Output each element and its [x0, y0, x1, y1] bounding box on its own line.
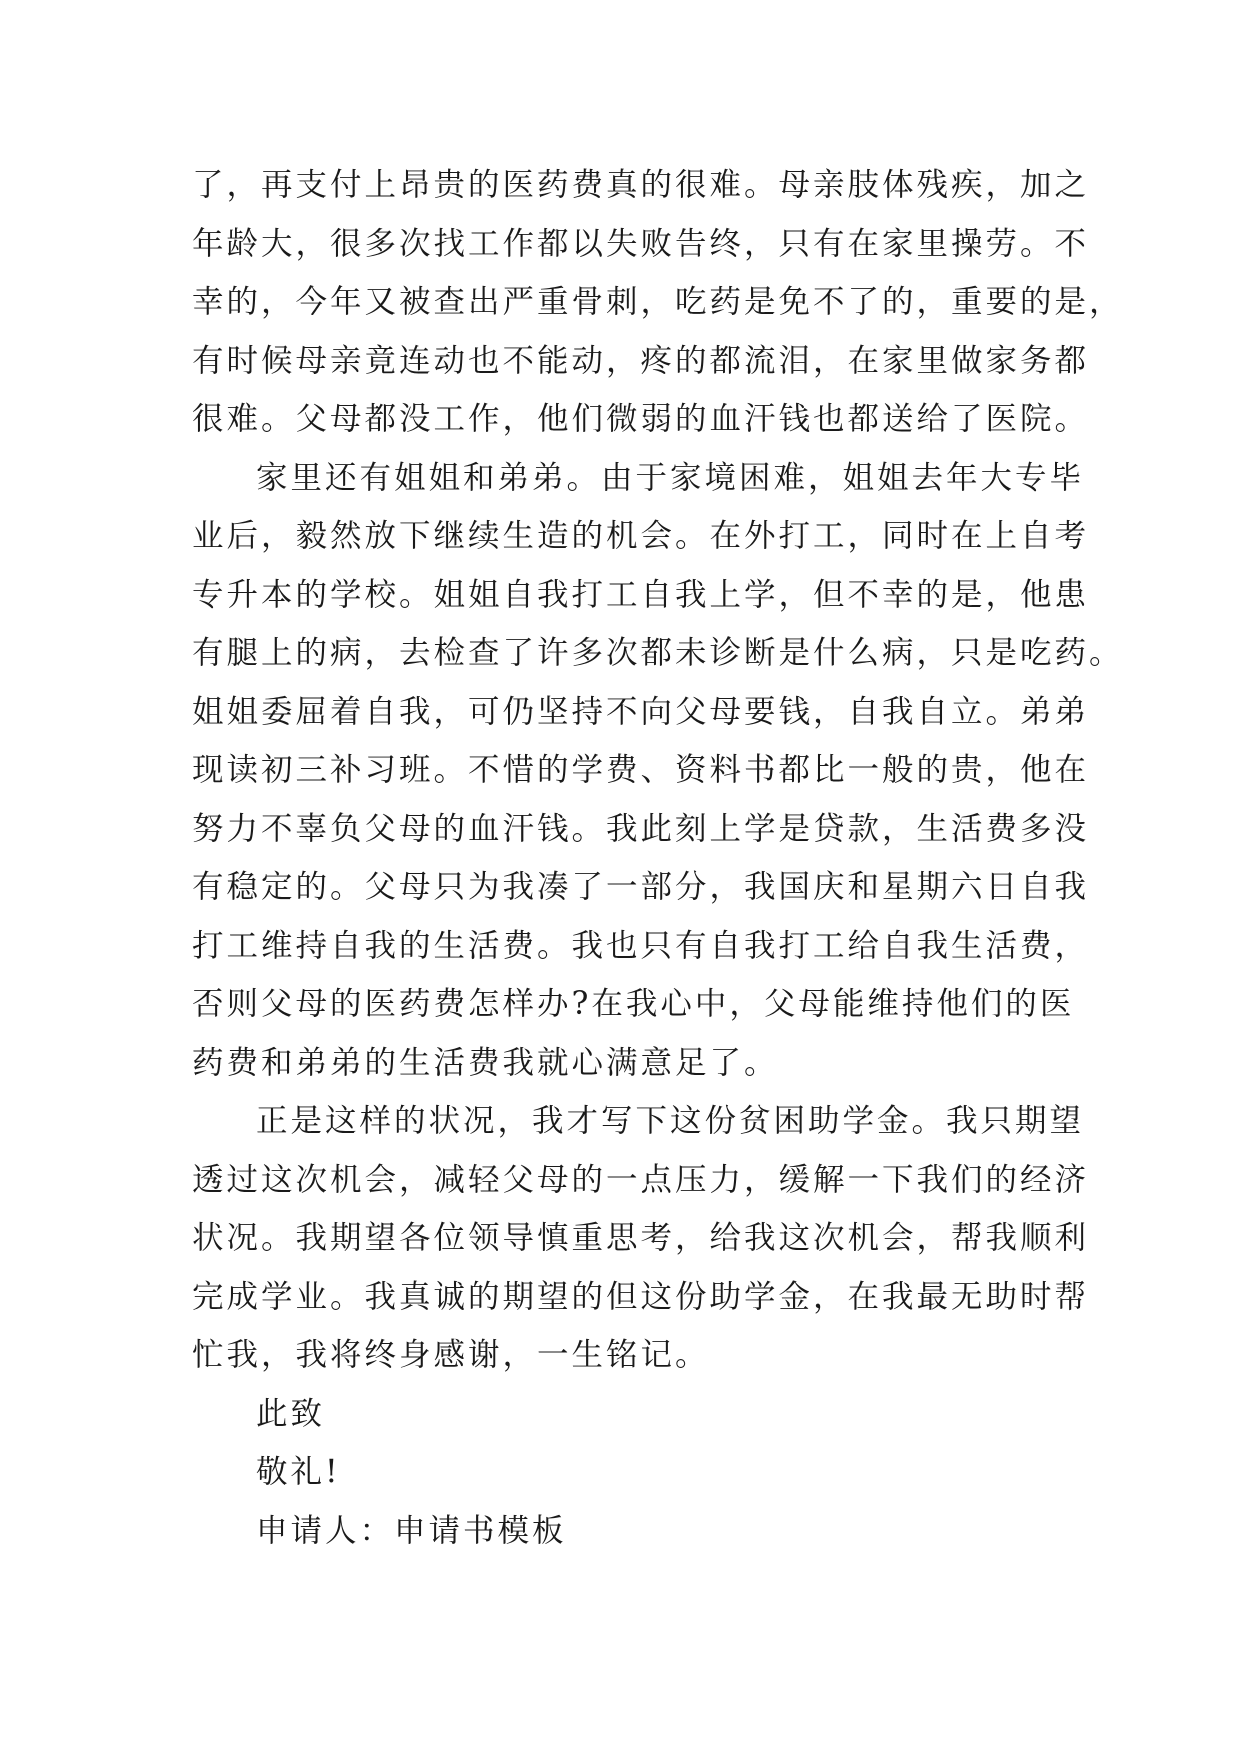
text-line: 否则父母的医药费怎样办?在我心中，父母能维持他们的医 [192, 986, 1075, 1022]
text-line: 有腿上的病，去检查了许多次都未诊断是什么病，只是吃药。 [192, 635, 1124, 671]
text-line: 正是这样的状况，我才写下这份贫困助学金。我只期望 [256, 1103, 1085, 1139]
text-line: 业后，毅然放下继续生造的机会。在外打工，同时在上自考 [192, 518, 1090, 554]
text-line: 现读初三补习班。不惜的学费、资料书都比一般的贵，他在 [192, 752, 1090, 788]
text-line: 努力不辜负父母的血汗钱。我此刻上学是贷款，生活费多没 [192, 810, 1090, 847]
text-line: 状况。我期望各位领导慎重思考，给我这次机会，帮我顺利 [192, 1220, 1090, 1256]
text-line: 有时候母亲竟连动也不能动，疼的都流泪，在家里做家务都 [192, 342, 1090, 379]
signature-line: 申请人：申请书模板 [256, 1512, 567, 1549]
text-line: 药费和弟弟的生活费我就心满意足了。 [192, 1044, 779, 1081]
text-line: 家里还有姐姐和弟弟。由于家境困难，姐姐去年大专毕 [256, 459, 1085, 496]
text-line: 很难。父母都没工作，他们微弱的血汗钱也都送给了医院。 [192, 401, 1090, 437]
text-line: 姐姐委屈着自我，可仍坚持不向父母要钱，自我自立。弟弟 [192, 693, 1090, 730]
text-line: 完成学业。我真诚的期望的但这份助学金，在我最无助时帮 [192, 1278, 1090, 1315]
letter-body [192, 156, 1124, 1560]
text-line: 幸的，今年又被查出严重骨刺，吃药是免不了的，重要的是， [192, 284, 1124, 320]
salutation-line: 敬礼! [256, 1454, 341, 1490]
text-line: 专升本的学校。姐姐自我打工自我上学，但不幸的是，他患 [192, 576, 1090, 613]
paragraph-request [192, 1092, 1090, 1385]
closing-line: 此致 [256, 1395, 326, 1432]
text-line: 有稳定的。父母只为我凑了一部分，我国庆和星期六日自我 [192, 869, 1090, 905]
text-line: 忙我，我将终身感谢，一生铭记。 [192, 1337, 710, 1373]
paragraph-family-health [192, 156, 1124, 449]
text-line: 了，再支付上昂贵的医药费真的很难。母亲肢体残疾，加之 [192, 167, 1090, 203]
paragraph-siblings [192, 449, 1124, 1093]
text-line: 打工维持自我的生活费。我也只有自我打工给自我生活费， [192, 927, 1090, 964]
text-line: 年龄大，很多次找工作都以失败告终，只有在家里操劳。不 [192, 225, 1090, 262]
text-line: 透过这次机会，减轻父母的一点压力，缓解一下我们的经济 [192, 1161, 1090, 1198]
